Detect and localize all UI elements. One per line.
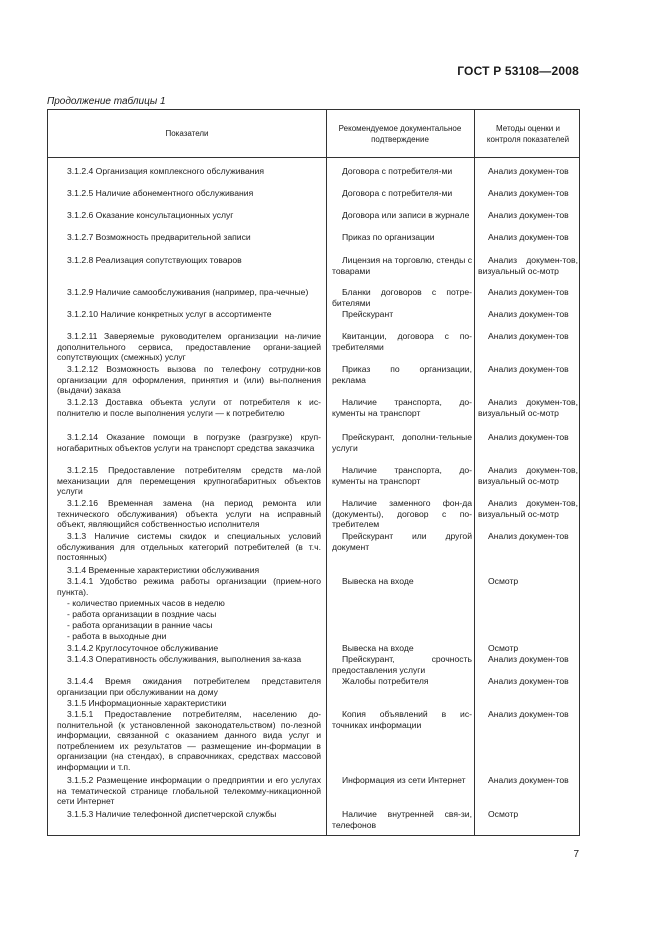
indicator-cell: - работа организации в поздние часы (67, 609, 217, 619)
indicator-cell: - работа в выходные дни (67, 631, 167, 641)
indicator-cell: 3.1.2.7 Возможность предварительной записи (67, 232, 251, 242)
document-cell: Бланки договоров с потре-бителями (332, 287, 472, 308)
document-cell: Наличие транспорта, до-кументы на транспорт (332, 397, 472, 418)
method-cell: Осмотр (488, 809, 519, 819)
method-cell: Анализ докумен-тов (488, 166, 569, 176)
indicator-cell: 3.1.2.10 Наличие конкретных услуг в ассортименте (67, 309, 272, 319)
indicator-cell: - количество приемных часов в неделю (67, 598, 225, 608)
column-header-documents: Рекомендуемое документальное подтверждение (338, 124, 462, 144)
method-cell: Анализ докумен-тов (488, 364, 569, 374)
document-cell: Прейскурант (342, 309, 394, 319)
table-continuation-label: Продолжение таблицы 1 (47, 96, 166, 107)
document-cell: Вывеска на входе (342, 643, 414, 653)
method-cell: Анализ докумен-тов (488, 775, 569, 785)
indicator-cell: 3.1.5.3 Наличие телефонной диспетчерской службы (67, 809, 277, 819)
indicator-cell: 3.1.2.13 Доставка объекта услуги от потребителя к ис-полнителю и после выполнения услуги — к потребителю (57, 397, 321, 418)
method-cell: Анализ докумен-тов, визуальный ос-мотр (478, 465, 578, 486)
column-divider (326, 110, 327, 835)
indicator-cell: - работа организации в ранние часы (67, 620, 213, 630)
page-number: 7 (573, 849, 579, 860)
document-cell: Приказ по организации (342, 232, 435, 242)
indicator-cell: 3.1.4 Временные характеристики обслуживания (67, 565, 260, 575)
indicator-cell: 3.1.5.1 Предоставление потребителям, населению до-полнительной (к установленной законодательством) по-лезной информации, связанной с оказанием данного вида услуг и потреблением их результатов — размещение ин-формации в организации (на стендах), в справочниках, средствах массовой информации и т.п. (57, 709, 321, 772)
indicator-cell: 3.1.2.12 Возможность вызова по телефону сотрудни-ков организации для оформления, принятия и (или) вы-полнения (выдачи) заказа (57, 364, 321, 396)
document-cell: Квитанции, договора с по-требителями (332, 331, 472, 352)
method-cell: Анализ докумен-тов (488, 232, 569, 242)
indicator-cell: 3.1.2.11 Заверяемые руководителем организации на-личие дополнительного сервиса, предоставление органи-зацией сопутствующих (смежных) услуг (57, 331, 321, 363)
document-cell: Договора с потребителя-ми (342, 188, 453, 198)
method-cell: Анализ докумен-тов (488, 210, 569, 220)
method-cell: Анализ докумен-тов (488, 676, 569, 686)
method-cell: Анализ докумен-тов (488, 309, 569, 319)
indicator-cell: 3.1.4.4 Время ожидания потребителем представителя организации при обслуживании на дому (57, 676, 321, 697)
document-cell: Наличие заменного фон-да (документы), договор с по-требителем (332, 498, 472, 530)
indicator-cell: 3.1.5.2 Размещение информации о предприятии и его услугах на тематической странице глобальной телекомму-никационной сети Интернет (57, 775, 321, 807)
document-cell: Информация из сети Интернет (342, 775, 466, 785)
indicator-cell: 3.1.2.15 Предоставление потребителям средств ма-лой механизации для перемещения крупногабаритных объектов услуги (57, 465, 321, 497)
header-divider (48, 157, 579, 158)
method-cell: Осмотр (488, 576, 519, 586)
indicators-table (47, 109, 580, 836)
indicator-cell: 3.1.5 Информационные характеристики (67, 698, 227, 708)
indicator-cell: 3.1.2.8 Реализация сопутствующих товаров (67, 255, 242, 265)
indicator-cell: 3.1.4.3 Оперативность обслуживания, выполнения за-каза (67, 654, 302, 664)
method-cell: Анализ докумен-тов, визуальный ос-мотр (478, 498, 578, 519)
method-cell: Анализ докумен-тов (488, 188, 569, 198)
document-cell: Наличие внутренней свя-зи, телефонов (332, 809, 472, 830)
indicator-cell: 3.1.2.5 Наличие абонементного обслуживания (67, 188, 254, 198)
method-cell: Анализ докумен-тов, визуальный ос-мотр (478, 397, 578, 418)
column-header-methods: Методы оценки и контроля показателей (486, 124, 570, 144)
method-cell: Анализ докумен-тов, визуальный ос-мотр (478, 255, 578, 276)
document-cell: Вывеска на входе (342, 576, 414, 586)
method-cell: Анализ докумен-тов (488, 432, 569, 442)
indicator-cell: 3.1.2.4 Организация комплексного обслуживания (67, 166, 264, 176)
document-cell: Договора с потребителя-ми (342, 166, 453, 176)
document-cell: Приказ по организации, реклама (332, 364, 472, 385)
method-cell: Анализ докумен-тов (488, 654, 569, 664)
document-cell: Лицензия на торговлю, стенды с товарами (332, 255, 472, 276)
indicator-cell: 3.1.2.14 Оказание помощи в погрузке (разгрузке) круп-ногабаритных объектов услуги на транспорт средства заказчика (57, 432, 321, 453)
method-cell: Анализ докумен-тов (488, 531, 569, 541)
indicator-cell: 3.1.2.6 Оказание консультационных услуг (67, 210, 234, 220)
method-cell: Анализ докумен-тов (488, 287, 569, 297)
document-cell: Жалобы потребителя (342, 676, 429, 686)
document-cell: Прейскурант, дополни-тельные услуги (332, 432, 472, 453)
indicator-cell: 3.1.2.16 Временная замена (на период ремонта или технического обслуживания) объекта услуги на исправный объект, являющийся собственностью исполнителя (57, 498, 321, 530)
method-cell: Анализ докумен-тов (488, 709, 569, 719)
indicator-cell: 3.1.3 Наличие системы скидок и специальных условий обслуживания для отдельных категорий потребителей (в т.ч. постоянных) (57, 531, 321, 563)
method-cell: Осмотр (488, 643, 519, 653)
document-cell: Прейскурант, срочность предоставления услуги (332, 654, 472, 675)
indicator-cell: 3.1.2.9 Наличие самообслуживания (например, пра-чечные) (67, 287, 309, 297)
indicator-cell: 3.1.4.2 Круглосуточное обслуживание (67, 643, 219, 653)
document-number: ГОСТ Р 53108—2008 (457, 64, 579, 78)
document-cell: Копия объявлений в ис-точниках информации (332, 709, 472, 730)
document-cell: Наличие транспорта, до-кументы на транспорт (332, 465, 472, 486)
column-header-indicators: Показатели (165, 129, 209, 138)
document-cell: Договора или записи в журнале (342, 210, 470, 220)
method-cell: Анализ докумен-тов (488, 331, 569, 341)
column-divider (474, 110, 475, 835)
indicator-cell: 3.1.4.1 Удобство режима работы организации (прием-ного пункта). (57, 576, 321, 597)
document-cell: Прейскурант или другой документ (332, 531, 472, 552)
